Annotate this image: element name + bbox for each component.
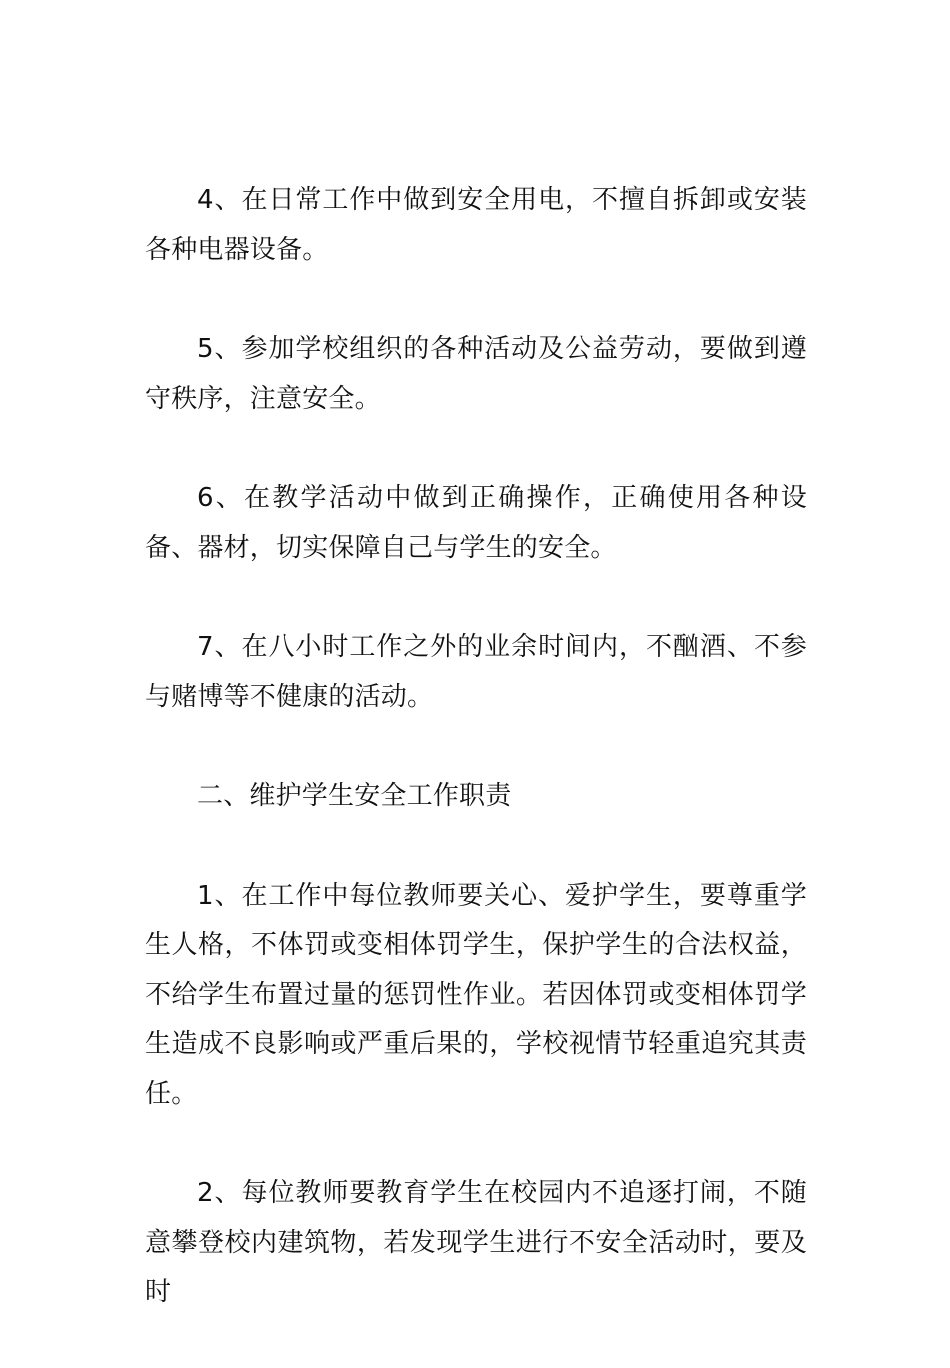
paragraph-item-6: 6、在教学活动中做到正确操作，正确使用各种设备、器材，切实保障自己与学生的安全。 xyxy=(145,483,807,563)
section-heading-student-safety: 二、维护学生安全工作职责 xyxy=(197,781,512,811)
paragraph-item-4: 4、在日常工作中做到安全用电，不擅自拆卸或安装各种电器设备。 xyxy=(145,185,807,265)
paragraph-item-2: 2、每位教师要教育学生在校园内不追逐打闹，不随意攀登校内建筑物，若发现学生进行不安全活动时，要及时 xyxy=(145,1178,807,1307)
document-body xyxy=(145,176,807,1368)
paragraph-item-7: 7、在八小时工作之外的业余时间内，不酗酒、不参与赌博等不健康的活动。 xyxy=(145,632,807,712)
paragraph-item-1: 1、在工作中每位教师要关心、爱护学生，要尊重学生人格，不体罚或变相体罚学生，保护学生的合法权益，不给学生布置过量的惩罚性作业。若因体罚或变相体罚学生造成不良影响或严重后果的，学校视情节轻重追究其责任。 xyxy=(145,880,807,1109)
paragraph-item-5: 5、参加学校组织的各种活动及公益劳动，要做到遵守秩序，注意安全。 xyxy=(145,334,807,414)
